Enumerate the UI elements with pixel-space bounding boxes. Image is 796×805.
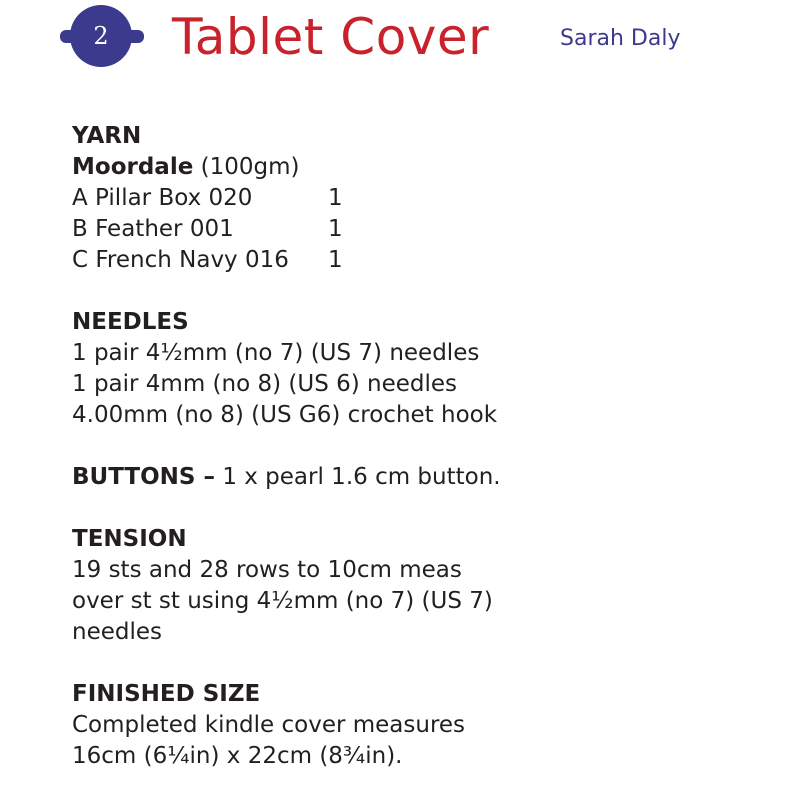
pattern-author: Sarah Daly [560, 26, 681, 51]
pattern-details [72, 121, 772, 772]
finished-size-heading: FINISHED SIZE [72, 681, 261, 707]
tension-section [72, 524, 772, 648]
yarn-weight: (100gm) [200, 154, 300, 180]
section-spacer [72, 431, 772, 462]
buttons-section [72, 462, 772, 493]
yarn-brand: Moordale [72, 154, 194, 180]
yarn-item-name: A Pillar Box 020 [72, 185, 253, 211]
needles-line: 1 pair 4mm (no 8) (US 6) needles [72, 371, 458, 397]
tension-line: needles [72, 619, 163, 645]
yarn-item-qty: 1 [328, 216, 343, 242]
tension-heading: TENSION [72, 526, 187, 552]
yarn-item-name: C French Navy 016 [72, 247, 289, 273]
needles-line: 1 pair 4½mm (no 7) (US 7) needles [72, 340, 480, 366]
pattern-title: Tablet Cover [172, 8, 490, 66]
yarn-item-qty: 1 [328, 247, 343, 273]
yarn-section [72, 121, 772, 276]
buttons-line [72, 462, 772, 493]
pattern-number-badge [70, 5, 132, 67]
needles-line: 4.00mm (no 8) (US G6) crochet hook [72, 402, 498, 428]
finished-size-line: 16cm (6¼in) x 22cm (8¾in). [72, 743, 403, 769]
yarn-item-name: B Feather 001 [72, 216, 234, 242]
section-spacer [72, 493, 772, 524]
yarn-item [72, 245, 772, 276]
section-spacer [72, 648, 772, 679]
yarn-heading: YARN [72, 123, 142, 149]
finished-size-section [72, 679, 772, 772]
needles-section [72, 307, 772, 431]
pattern-number: 2 [93, 22, 109, 50]
needles-heading: NEEDLES [72, 309, 189, 335]
finished-size-line: Completed kindle cover measures [72, 712, 466, 738]
buttons-text: 1 x pearl 1.6 cm button. [222, 464, 501, 490]
yarn-brand-line [72, 152, 772, 183]
buttons-heading: BUTTONS – [72, 464, 215, 490]
yarn-item-qty: 1 [328, 185, 343, 211]
pattern-header [0, 0, 796, 90]
yarn-item [72, 214, 772, 245]
tension-line: 19 sts and 28 rows to 10cm meas [72, 557, 462, 583]
section-spacer [72, 276, 772, 307]
tension-line: over st st using 4½mm (no 7) (US 7) [72, 588, 493, 614]
yarn-item [72, 183, 772, 214]
